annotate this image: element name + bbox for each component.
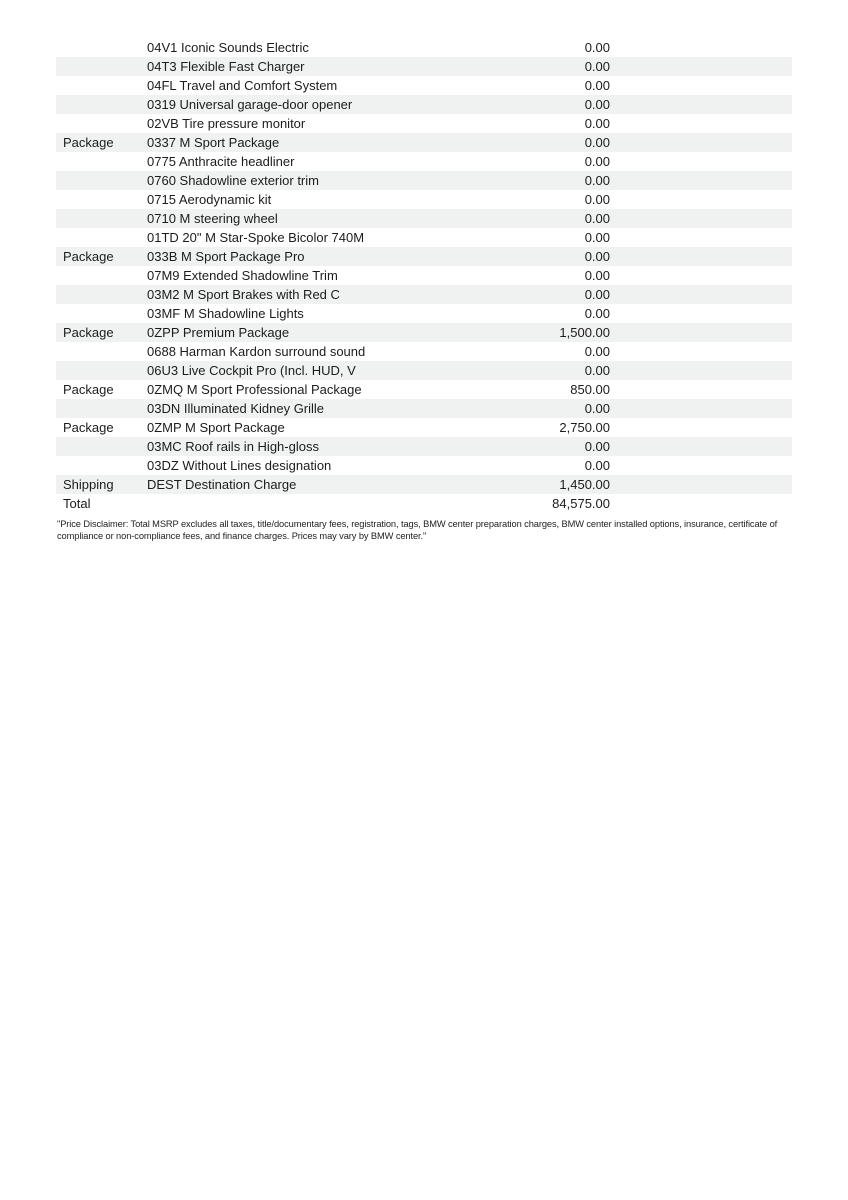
- row-price-cell: 84,575.00: [552, 496, 610, 511]
- row-price-cell: 0.00: [584, 154, 610, 169]
- row-item-cell: 03MC Roof rails in High-gloss: [147, 439, 319, 454]
- row-price-cell: 0.00: [584, 401, 610, 416]
- table-row: [56, 342, 792, 361]
- table-row: [56, 247, 792, 266]
- row-item-cell: 0688 Harman Kardon surround sound: [147, 344, 366, 359]
- price-disclaimer-text: "Price Disclaimer: Total MSRP excludes all taxes, title/documentary fees, registration, tags, BMW center preparation charges, BMW center installed options, insurance, certificate of compliance or non-compliance fees, and finance charges. Prices may vary by BMW center.": [57, 519, 778, 541]
- row-item-cell: 0319 Universal garage-door opener: [147, 97, 353, 112]
- table-row: [56, 209, 792, 228]
- row-price-cell: 0.00: [584, 173, 610, 188]
- row-item-cell: 01TD 20" M Star-Spoke Bicolor 740M: [147, 230, 365, 245]
- row-item-cell: 03DN Illuminated Kidney Grille: [147, 401, 325, 416]
- row-item-cell: 04FL Travel and Comfort System: [147, 78, 338, 93]
- table-row: [56, 418, 792, 437]
- row-category-cell: Package: [63, 249, 114, 264]
- row-item-cell: 0337 M Sport Package: [147, 135, 280, 150]
- row-item-cell: 07M9 Extended Shadowline Trim: [147, 268, 338, 283]
- row-item-cell: 0715 Aerodynamic kit: [147, 192, 272, 207]
- row-price-cell: 850.00: [570, 382, 610, 397]
- row-category-cell: Shipping: [63, 477, 114, 492]
- row-item-cell: 03MF M Shadowline Lights: [147, 306, 304, 321]
- table-row: [56, 57, 792, 76]
- row-category-cell: Total: [63, 496, 91, 511]
- row-item-cell: 0710 M steering wheel: [147, 211, 278, 226]
- table-row: [56, 285, 792, 304]
- row-price-cell: 0.00: [584, 230, 610, 245]
- row-category-cell: Package: [63, 420, 114, 435]
- row-item-cell: 04T3 Flexible Fast Charger: [147, 59, 305, 74]
- row-price-cell: 0.00: [584, 78, 610, 93]
- row-item-cell: 0ZMP M Sport Package: [147, 420, 285, 435]
- row-price-cell: 0.00: [584, 116, 610, 131]
- row-price-cell: 1,450.00: [559, 477, 610, 492]
- row-item-cell: DEST Destination Charge: [147, 477, 297, 492]
- table-row: [56, 228, 792, 247]
- row-price-cell: 1,500.00: [559, 325, 610, 340]
- table-row: [56, 190, 792, 209]
- table-row: [56, 494, 792, 513]
- row-item-cell: 02VB Tire pressure monitor: [147, 116, 306, 131]
- row-item-cell: 04V1 Iconic Sounds Electric: [147, 40, 309, 55]
- table-row: [56, 114, 792, 133]
- row-price-cell: 0.00: [584, 344, 610, 359]
- row-price-cell: 0.00: [584, 363, 610, 378]
- row-price-cell: 0.00: [584, 192, 610, 207]
- table-row: [56, 95, 792, 114]
- row-price-cell: 2,750.00: [559, 420, 610, 435]
- row-item-cell: 03M2 M Sport Brakes with Red C: [147, 287, 340, 302]
- table-row: [56, 323, 792, 342]
- table-row: [56, 38, 792, 57]
- table-row: [56, 304, 792, 323]
- row-price-cell: 0.00: [584, 249, 610, 264]
- row-price-cell: 0.00: [584, 211, 610, 226]
- table-row: [56, 380, 792, 399]
- table-row: [56, 475, 792, 494]
- table-row: [56, 152, 792, 171]
- table-row: [56, 437, 792, 456]
- table-row: [56, 171, 792, 190]
- row-category-cell: Package: [63, 382, 114, 397]
- table-row: [56, 266, 792, 285]
- row-item-cell: 03DZ Without Lines designation: [147, 458, 332, 473]
- row-item-cell: 0760 Shadowline exterior trim: [147, 173, 319, 188]
- table-row: [56, 456, 792, 475]
- row-price-cell: 0.00: [584, 306, 610, 321]
- row-item-cell: 033B M Sport Package Pro: [147, 249, 305, 264]
- row-category-cell: Package: [63, 135, 114, 150]
- row-price-cell: 0.00: [584, 59, 610, 74]
- table-row: [56, 361, 792, 380]
- row-price-cell: 0.00: [584, 439, 610, 454]
- row-price-cell: 0.00: [584, 135, 610, 150]
- row-item-cell: 0ZPP Premium Package: [147, 325, 290, 340]
- row-price-cell: 0.00: [584, 40, 610, 55]
- row-item-cell: 06U3 Live Cockpit Pro (Incl. HUD, V: [147, 363, 356, 378]
- table-row: [56, 76, 792, 95]
- row-item-cell: 0ZMQ M Sport Professional Package: [147, 382, 362, 397]
- table-row: [56, 133, 792, 152]
- row-price-cell: 0.00: [584, 287, 610, 302]
- table-row: [56, 399, 792, 418]
- row-price-cell: 0.00: [584, 97, 610, 112]
- row-item-cell: 0775 Anthracite headliner: [147, 154, 295, 169]
- row-category-cell: Package: [63, 325, 114, 340]
- options-price-table: [56, 38, 792, 513]
- row-price-cell: 0.00: [584, 268, 610, 283]
- row-price-cell: 0.00: [584, 458, 610, 473]
